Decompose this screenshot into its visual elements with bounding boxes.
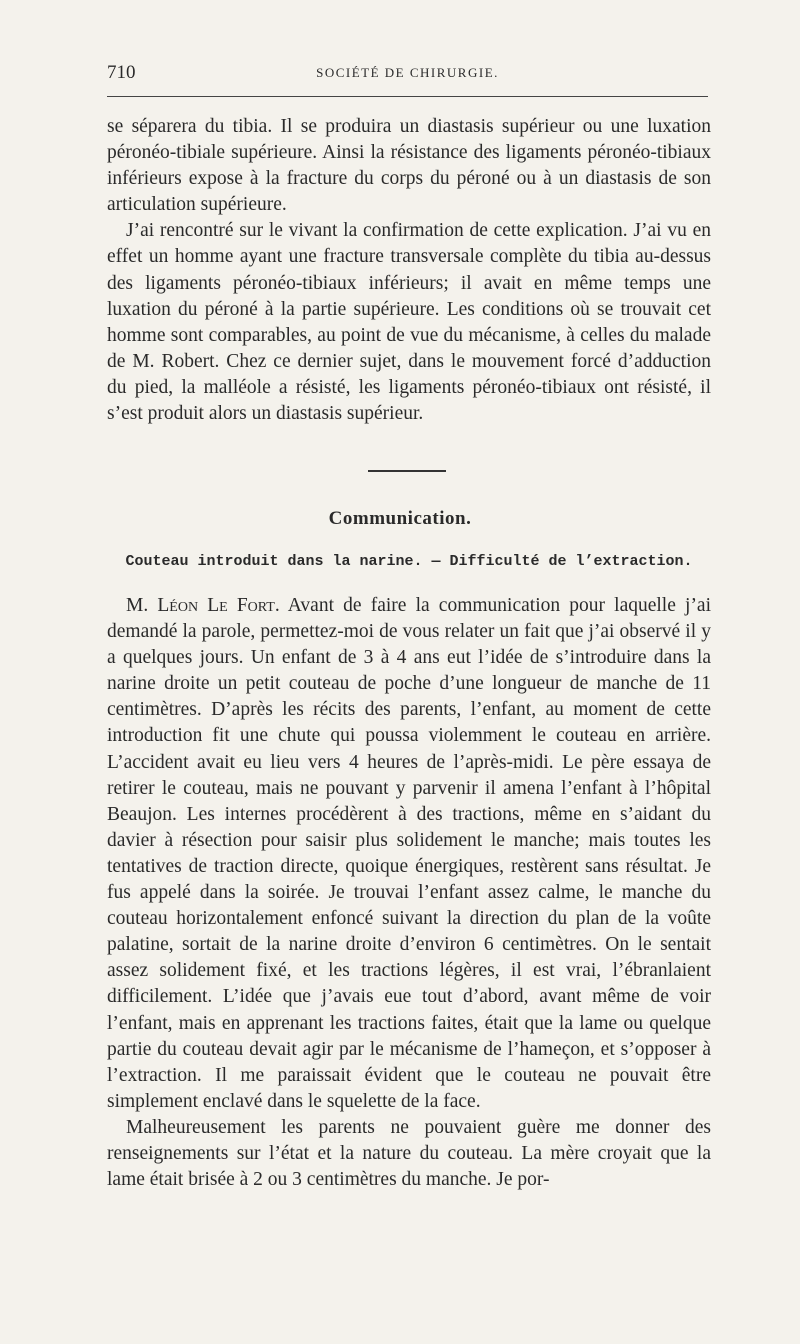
paragraph: J’ai rencontré sur le vivant la confirmation de cette explication. J’ai vu en effet un homme ayant une fracture transversale complète du tibia au-dessus des ligaments péronéo-tibiaux inférieurs; il avait en même temps une luxation du péroné à la partie supérieure. Les conditions où se trouvait cet homme sont comparables, au point de vue du mécanisme, à celles du malade de M. Robert. Chez ce dernier sujet, dans le mouvement forcé d’adduction du pied, la malléole a résisté, les ligaments péronéo-tibiaux ont résisté, il s’est produit alors un diastasis supérieur. [107, 220, 711, 425]
paragraph-text: . Avant de faire la communication pour laquelle j’ai demandé la parole, permettez-moi de vous relater un fait que j’ai observé il y a quelques jours. Un enfant de 3 à 4 ans eut l’idée de s’introduire dans la narine droite un petit couteau de poche d’une longueur de manche de 11 centimètres. D’après les récits des parents, l’enfant, au moment de cette introduction fit une chute qui poussa violemment le couteau en arrière. L’accident avait eu lieu vers 4 heures de l’après-midi. Le père essaya de retirer le couteau, mais ne pouvant y parvenir il amena l’enfant à l’hôpital Beaujon. Les internes procédèrent à des tractions, même en s’aidant du davier à résection pour saisir plus solidement le manche; mais toutes les tentatives de traction directe, quoique énergiques, restèrent sans résultat. Je fus appelé dans la soirée. Je trouvai l’enfant assez calme, le manche du couteau horizontalement enfoncé suivant la direction du plan de la voûte palatine, sortait de la narine droite d’environ 6 centimètres. On le sentait assez solidement fixé, et les tractions légères, il est vrai, l’ébranlaient difficilement. L’idée que j’avais eue tout d’abord, avant même de voir l’enfant, mais en apprenant les tractions faites, était que la lame ou quelque partie du couteau devait agir par le mécanisme de l’hameçon, et s’opposer à l’extraction. Il me paraissait évident que le couteau ne pouvait être simplement enclavé dans le squelette de la face. [107, 595, 712, 1112]
section-heading: Communication. [328, 508, 472, 529]
paragraph [107, 593, 711, 1115]
paragraph: Malheureusement les parents ne pouvaient guère me donner des renseignements sur l’état et la nature du couteau. La mère croyait que la lame était brisée à 2 ou 3 centimètres du manche. Je por- [107, 1116, 711, 1191]
body-text-top [107, 114, 711, 427]
paragraph: se séparera du tibia. Il se produira un diastasis supérieur ou une luxation péronéo-tibiale supérieure. Ainsi la résistance des ligaments péronéo-tibiaux inférieurs expose à la fracture du corps du péroné ou à un diastasis de son articulation supérieure. [107, 116, 711, 216]
section-divider [368, 470, 446, 472]
speaker-name: Léon Le Fort [157, 595, 275, 616]
page-number: 710 [107, 62, 136, 83]
body-text-bottom [107, 593, 711, 1193]
running-head [107, 62, 708, 86]
header-rule [107, 96, 708, 97]
speaker-prefix: M. [126, 595, 158, 616]
running-title: SOCIÉTÉ DE CHIRURGIE. [316, 65, 499, 80]
section-subtitle: Couteau introduit dans la narine. — Difficulté de l’extraction. [125, 553, 693, 570]
